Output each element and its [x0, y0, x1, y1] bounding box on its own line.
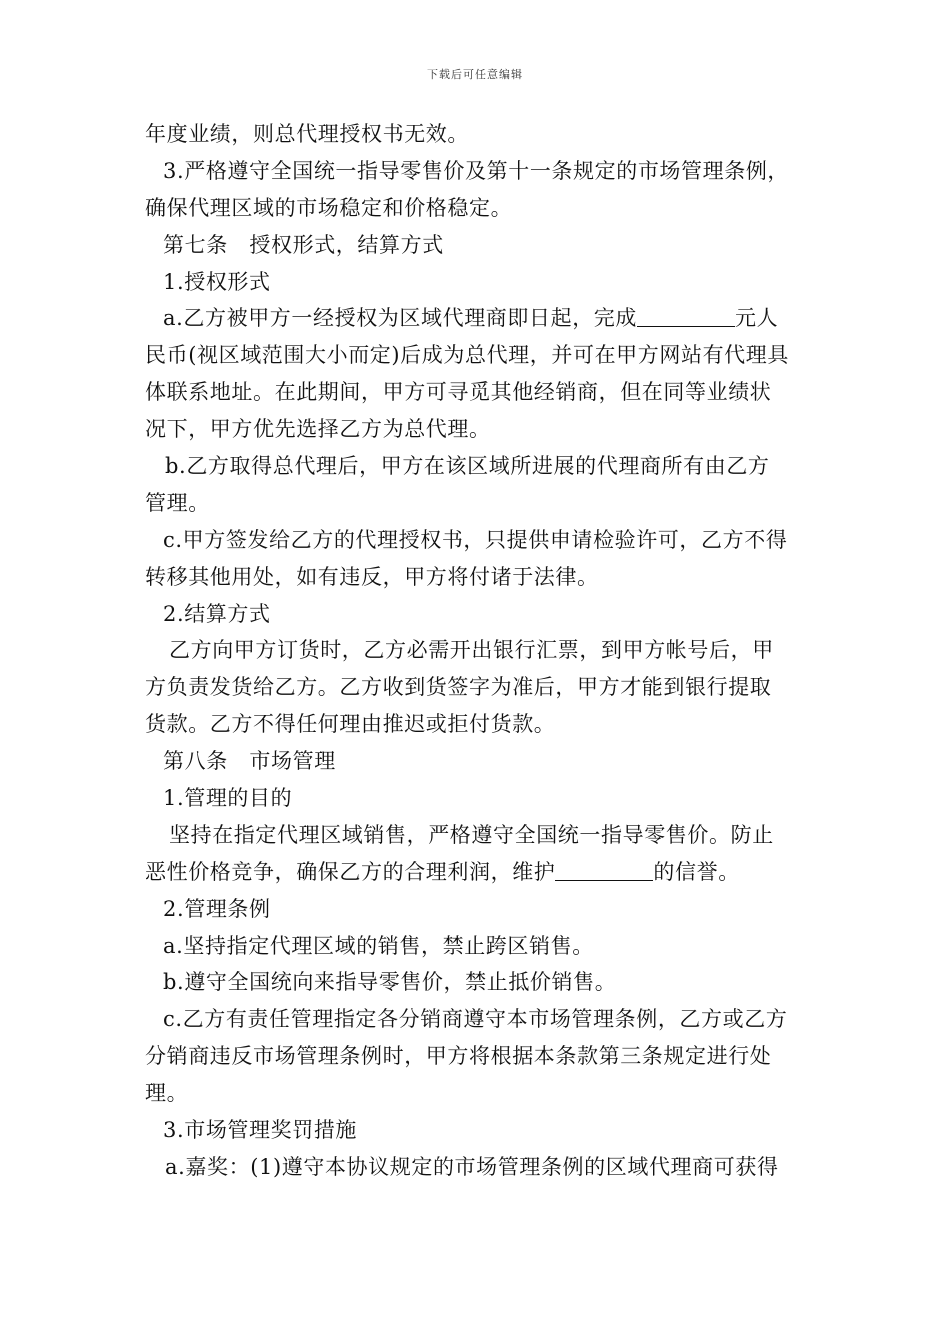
text-line: 恶性价格竞争，确保乙方的合理利润，维护 的信誉。 [145, 854, 807, 891]
text-line: 管理。 [145, 490, 210, 515]
subsection-heading: 2.管理条例 [163, 896, 271, 921]
subsection-heading: 2.结算方式 [163, 601, 271, 626]
text-line: 体联系地址。在此期间，甲方可寻觅其他经销商，但在同等业绩状 [145, 380, 772, 405]
subsection-heading: 1.管理的目的 [163, 786, 293, 811]
text-line: 3.严格遵守全国统一指导零售价及第十一条规定的市场管理条例， [163, 158, 790, 183]
text-line: 货款。乙方不得任何理由推迟或拒付货款。 [145, 712, 556, 737]
subsection-heading: 3.市场管理奖罚措施 [163, 1118, 358, 1143]
text-line: 理。 [145, 1081, 189, 1106]
text-line: 年度业绩，则总代理授权书无效。 [145, 122, 469, 146]
text-line: 转移其他用处，如有违反，甲方将付诸于法律。 [145, 564, 599, 589]
text-line: 坚持在指定代理区域销售，严格遵守全国统一指导零售价。防止 [169, 822, 774, 847]
subsection-heading: 1.授权形式 [163, 269, 271, 294]
text-line: a.坚持指定代理区域的销售，禁止跨区销售。 [163, 933, 594, 958]
text-line: 民币(视区域范围大小而定)后成为总代理，并可在甲方网站有代理具 [145, 343, 789, 368]
fill-in-blank [555, 856, 653, 881]
fill-in-blank [637, 302, 735, 327]
text-line: c.乙方有责任管理指定各分销商遵守本市场管理条例，乙方或乙方 [163, 1007, 788, 1032]
text-line: 确保代理区域的市场稳定和价格稳定。 [145, 195, 513, 220]
document-body [145, 116, 807, 1186]
text-line: b.乙方取得总代理后，甲方在该区域所进展的代理商所有由乙方 [165, 454, 770, 479]
text-line: 乙方向甲方订货时，乙方必需开出银行汇票，到甲方帐号后，甲 [169, 638, 774, 663]
text-line: b.遵守全国统向来指导零售价，禁止抵价销售。 [163, 970, 617, 995]
text-line: a.乙方被甲方一经授权为区域代理商即日起，完成 元人 [145, 300, 807, 337]
text-line: a.嘉奖：(1)遵守本协议规定的市场管理条例的区域代理商可获得 [165, 1154, 779, 1179]
text-line: 方负责发货给乙方。乙方收到货签字为准后，甲方才能到银行提取 [145, 675, 772, 700]
text-line: c.甲方签发给乙方的代理授权书，只提供申请检验许可，乙方不得 [163, 527, 788, 552]
text-line: 况下，甲方优先选择乙方为总代理。 [145, 417, 491, 442]
text-line: 分销商违反市场管理条例时，甲方将根据本条款第三条规定进行处 [145, 1044, 772, 1069]
section-heading: 第七条 授权形式，结算方式 [163, 232, 444, 257]
page-header-note: 下载后可任意编辑 [427, 68, 523, 81]
section-heading: 第八条 市场管理 [163, 749, 336, 774]
